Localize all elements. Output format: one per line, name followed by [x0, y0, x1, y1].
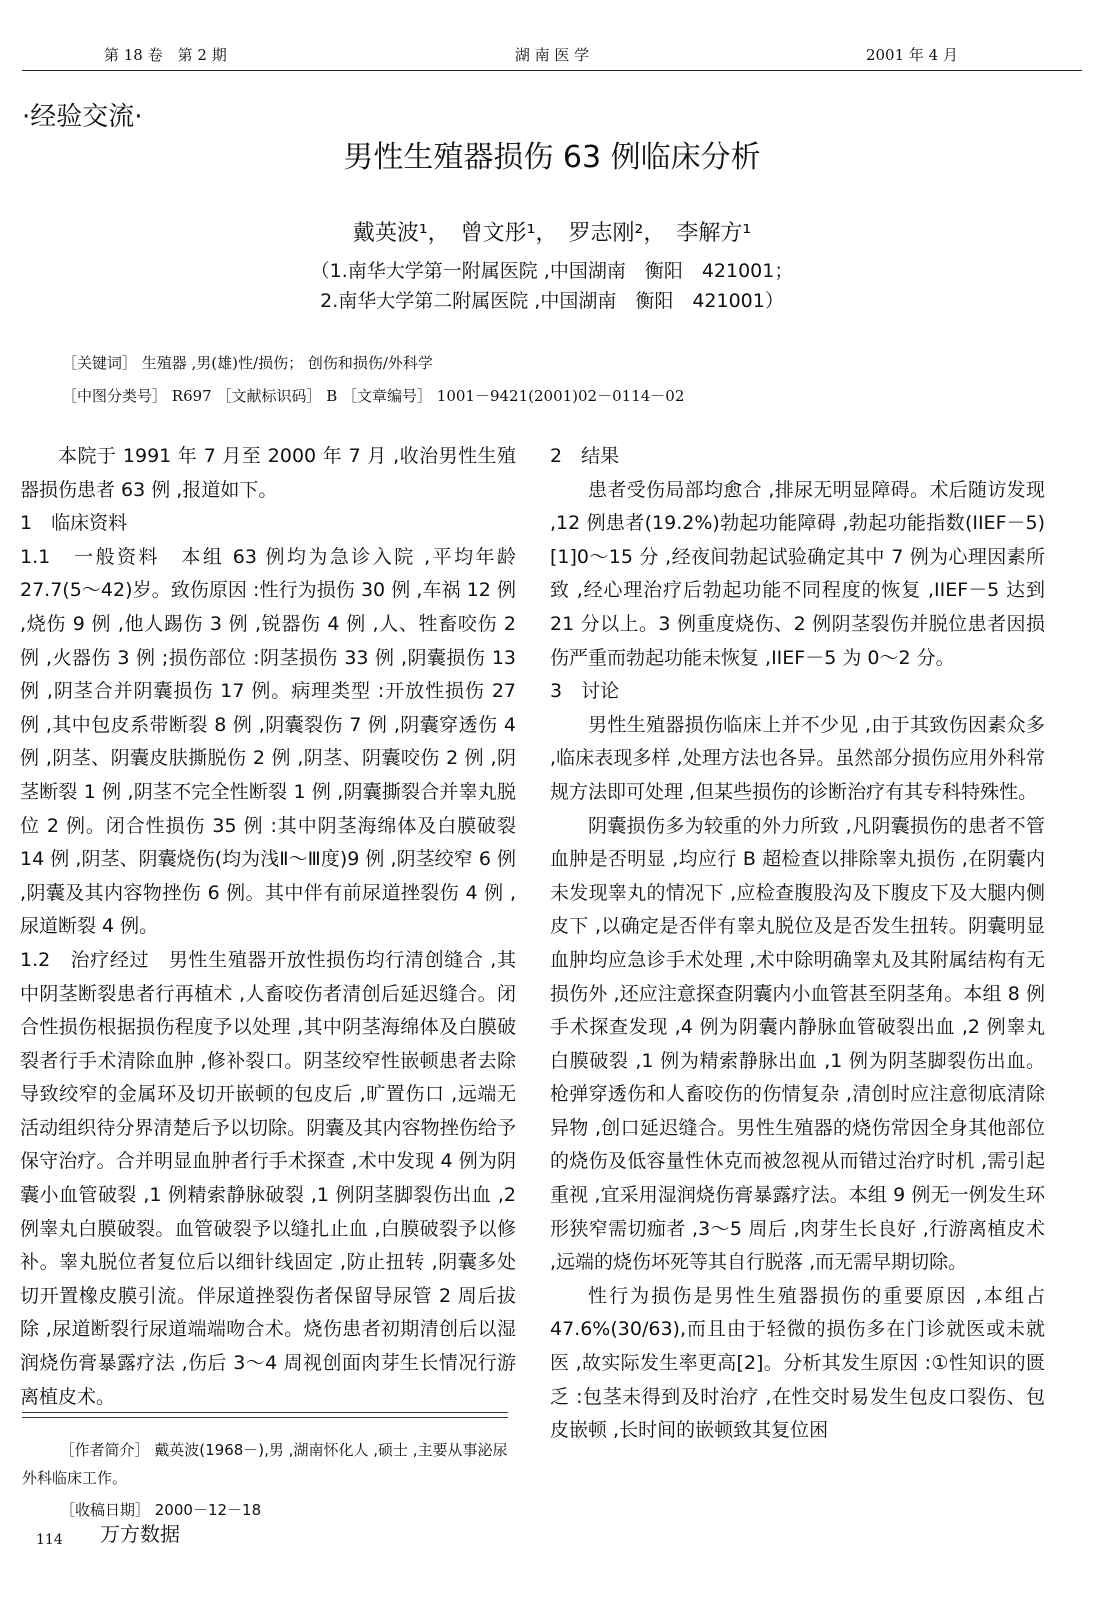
classification: ［中图分类号］ R697 ［文献标识码］ B ［文章编号］ 1001－9421(2001)02－0114－02 — [62, 387, 685, 405]
discussion-paragraph-1: 男性生殖器损伤临床上并不少见 ,由于其致伤因素众多 ,临床表现多样 ,处理方法也各异。虽然部分损伤应用外科常规方法即可处理 ,但某些损伤的诊断治疗有其专科特殊性。 — [550, 713, 1045, 803]
footnote-divider — [22, 1412, 508, 1418]
header-rule — [22, 70, 1082, 71]
discussion-paragraph-3: 性行为损伤是男性生殖器损伤的重要原因 ,本组占 47.6%(30/63),而且由于轻微的损伤多在门诊就医或未就医 ,故实际发生率更高[2]。分析其发生原因 :①性知识的匮乏 :包茎未得到及时治疗 ,在性交时易发生包皮口裂伤、包皮嵌顿 ,长时间的嵌顿致其复位困 — [550, 1284, 1045, 1442]
subsection-1-1: 1.1 一般资料 本组 63 例均为急诊入院 ,平均年龄 27.7(5～42)岁。致伤原因 :性行为损伤 30 例 ,车祸 12 例 ,烧伤 9 例 ,他人踢伤 3 例 ,锐器伤 4 例 ,人、牲畜咬伤 2 例 ,火器伤 3 例 ;损伤部位 :阴茎损伤 33 例 ,阴囊损伤 13 例 ,阴茎合并阴囊损伤 17 例。病理类型 :开放性损伤 27 例 ,其中包皮系带断裂 8 例 ,阴囊裂伤 7 例 ,阴囊穿透伤 4 例 ,阴茎、阴囊皮肤撕脱伤 2 例 ,阴茎、阴囊咬伤 2 例 ,阴茎断裂 1 例 ,阴茎不完全性断裂 1 例 ,阴囊撕裂合并睾丸脱位 2 例。闭合性损伤 35 例 :其中阴茎海绵体及白膜破裂 14 例 ,阴茎、阴囊烧伤(均为浅Ⅱ～Ⅲ度)9 例 ,阴茎绞窄 6 例 ,阴囊及其内容物挫伤 6 例。其中伴有前尿道挫裂伤 4 例 ,尿道断裂 4 例。 — [20, 545, 516, 938]
received-date: ［收稿日期］ 2000－12－18 — [60, 1501, 262, 1519]
header-date: 2001 年 4 月 — [865, 46, 958, 64]
subsection-1-2: 1.2 治疗经过 男性生殖器开放性损伤均行清创缝合 ,其中阴茎断裂患者行再植术 ,人畜咬伤者清创后延迟缝合。闭合性损伤根据损伤程度予以处理 ,其中阴茎海绵体及白膜破裂者行手术清除血肿 ,修补裂口。阴茎绞窄性嵌顿患者去除导致绞窄的金属环及切开嵌顿的包皮后 ,旷置伤口 ,远端无活动组织待分界清楚后予以切除。阴囊及其内容物挫伤给予保守治疗。合并明显血肿者行手术探查 ,术中发现 4 例为阴囊小血管破裂 ,1 例精索静脉破裂 ,1 例阴茎脚裂伤出血 ,2 例睾丸白膜破裂。血管破裂予以缝扎止血 ,白膜破裂予以修补。睾丸脱位者复位后以细针线固定 ,防止扭转 ,阴囊多处切开置橡皮膜引流。伴尿道挫裂伤者保留导尿管 2 周后拔除 ,尿道断裂行尿道端端吻合术。烧伤患者初期清创后以湿润烧伤膏暴露疗法 ,伤后 3～4 周视创面肉芽生长情况行游离植皮术。 — [20, 948, 516, 1408]
section-label: ·经验交流· — [22, 102, 143, 132]
paper-title: 男性生殖器损伤 63 例临床分析 — [343, 140, 761, 175]
affiliation-2: 2.南华大学第二附属医院 ,中国湖南 衡阳 421001） — [320, 290, 784, 312]
header-volume: 第 18 卷 第 2 期 — [104, 46, 227, 64]
header-journal: 湖 南 医 学 — [514, 46, 590, 64]
left-column — [20, 440, 516, 1414]
watermark: 万方数据 — [100, 1522, 180, 1546]
discussion-paragraph-2: 阴囊损伤多为较重的外力所致 ,凡阴囊损伤的患者不管血肿是否明显 ,均应行 B 超检查以排除睾丸损伤 ,在阴囊内未发现睾丸的情况下 ,应检查腹股沟及下腹皮下及大腿内侧皮下 ,以确定是否伴有睾丸脱位及是否发生扭转。阴囊明显血肿均应急诊手术处理 ,术中除明确睾丸及其附属结构有无损伤外 ,还应注意探查阴囊内小血管甚至阴茎角。本组 8 例手术探查发现 ,4 例为阴囊内静脉血管破裂出血 ,2 例睾丸白膜破裂 ,1 例为精索静脉出血 ,1 例为阴茎脚裂伤出血。枪弹穿透伤和人畜咬伤的伤情复杂 ,清创时应注意彻底清除异物 ,创口延迟缝合。男性生殖器的烧伤常因全身其他部位的烧伤及低容量性休克而被忽视从而错过治疗时机 ,需引起重视 ,宜采用湿润烧伤膏暴露疗法。本组 9 例无一例发生环形狭窄需切痂者 ,3～5 周后 ,肉芽生长良好 ,行游离植皮术 ,远端的烧伤坏死等其自行脱落 ,而无需早期切除。 — [550, 814, 1045, 1274]
keywords: ［关键词］ 生殖器 ,男(雄)性/损伤； 创伤和损伤/外科学 — [62, 354, 433, 372]
author-intro: ［作者简介］ 戴英波(1968－),男 ,湖南怀化人 ,硕士 ,主要从事泌尿外科临床工作。 — [22, 1441, 508, 1487]
right-column — [550, 440, 1045, 1448]
results-paragraph: 患者受伤局部均愈合 ,排尿无明显障碍。术后随访发现 ,12 例患者(19.2%)勃起功能障碍 ,勃起功能指数(IIEF－5)[1]0～15 分 ,经夜间勃起试验确定其中 7 例为心理因素所致 ,经心理治疗后勃起功能不同程度的恢复 ,IIEF－5 达到 21 分以上。3 例重度烧伤、2 例阴茎裂伤并脱位患者因损伤严重而勃起功能未恢复 ,IIEF－5 为 0～2 分。 — [550, 478, 1045, 669]
authors: 戴英波¹， 曾文彤¹， 罗志刚²， 李解方¹ — [352, 221, 752, 246]
section-heading-1: 1 临床资料 — [20, 512, 128, 535]
section-heading-3: 3 讨论 — [550, 680, 620, 703]
affiliation-1: （1.南华大学第一附属医院 ,中国湖南 衡阳 421001； — [310, 260, 794, 282]
page-number: 114 — [36, 1532, 63, 1548]
intro-paragraph: 本院于 1991 年 7 月至 2000 年 7 月 ,收治男性生殖器损伤患者 63 例 ,报道如下。 — [20, 445, 516, 501]
section-heading-2: 2 结果 — [550, 445, 620, 467]
